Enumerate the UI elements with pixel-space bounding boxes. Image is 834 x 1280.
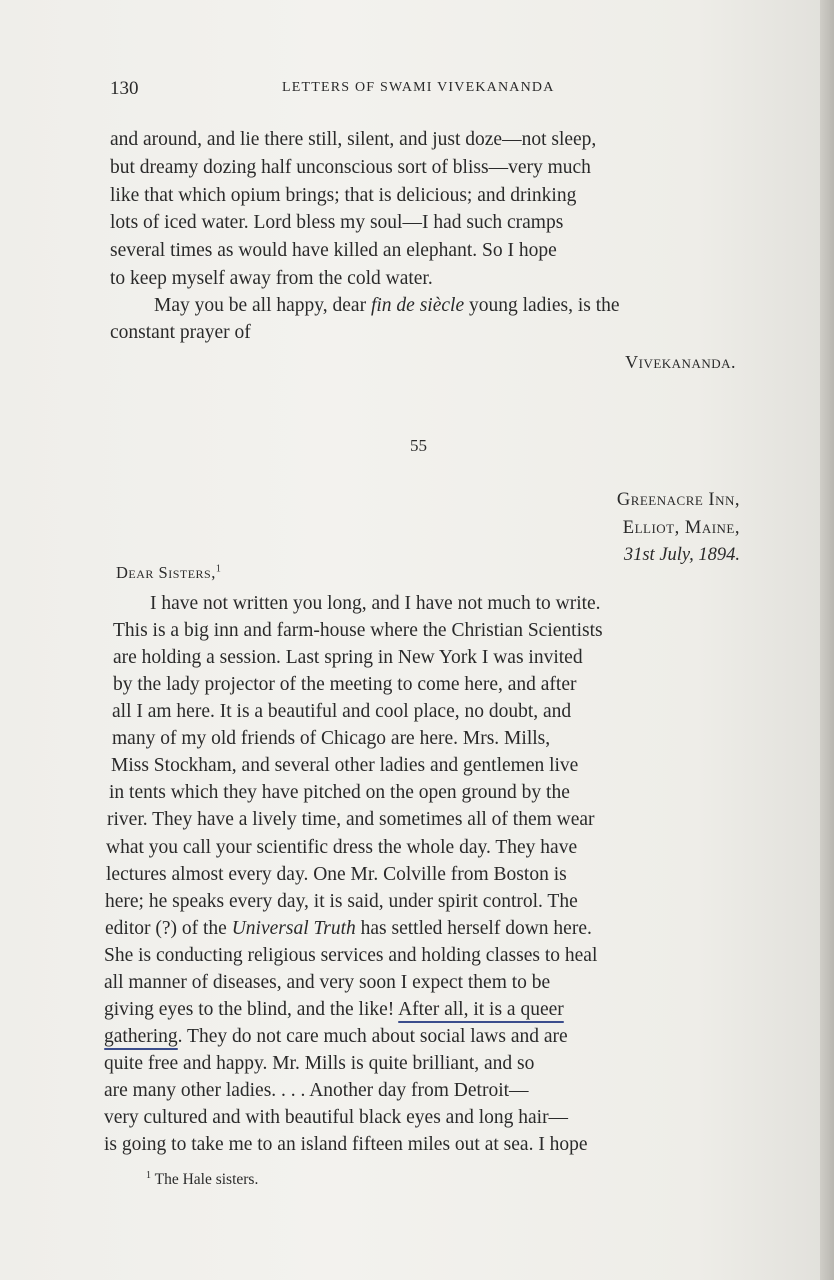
text-line: but dreamy dozing half unconscious sort of bliss—very much <box>110 157 591 178</box>
text-line <box>104 1027 568 1047</box>
text-line: is going to take me to an island fifteen miles out at sea. I hope <box>104 1134 588 1155</box>
footnote-text: The Hale sisters. <box>154 1171 259 1189</box>
text-line: I have not written you long, and I have not much to write. <box>150 593 601 614</box>
text-line: are many other ladies. . . . Another day from Detroit— <box>104 1080 529 1101</box>
underlined-text: gathering <box>104 1026 178 1047</box>
closing-text: May you be all happy, dear <box>154 295 371 316</box>
text-line: are holding a session. Last spring in New York I was invited <box>113 647 583 668</box>
footnote-marker: 1 <box>146 1170 151 1181</box>
text-line <box>105 919 592 939</box>
text-span: has settled herself down here. <box>355 918 592 939</box>
text-line: all I am here. It is a beautiful and cool place, no doubt, and <box>112 701 572 722</box>
text-line: what you call your scientific dress the whole day. They have <box>106 837 578 858</box>
address-line-2: Elliot, Maine, <box>622 518 740 538</box>
page-number: 130 <box>110 78 139 99</box>
text-line: river. They have a lively time, and sometimes all of them wear <box>107 809 595 830</box>
text-span: . They do not care much about social laws and are <box>177 1026 568 1047</box>
running-header: LETTERS OF SWAMI VIVEKANANDA <box>282 80 555 95</box>
salutation-text: Dear Sisters, <box>116 563 216 582</box>
footnote <box>146 1170 258 1189</box>
closing-line <box>154 296 620 316</box>
text-line: by the lady projector of the meeting to come here, and after <box>113 674 577 695</box>
text-span: editor (?) of the <box>105 918 232 939</box>
footnote-ref: 1 <box>215 563 221 575</box>
address-line-1: Greenacre Inn, <box>616 490 740 510</box>
text-line: like that which opium brings; that is delicious; and drinking <box>110 185 577 206</box>
closing-text: young ladies, is the <box>464 295 620 316</box>
underlined-text: After all, it is a queer <box>398 999 564 1020</box>
text-span: giving eyes to the blind, and the like! <box>104 999 399 1020</box>
text-line: to keep myself away from the cold water. <box>110 268 433 289</box>
signature: Vivekananda. <box>625 352 736 372</box>
text-line: lots of iced water. Lord bless my soul—I had such cramps <box>110 212 564 233</box>
text-line: and around, and lie there still, silent, and just doze—not sleep, <box>110 129 597 150</box>
text-line: This is a big inn and farm-house where the Christian Scientists <box>113 620 603 641</box>
text-line: She is conducting religious services and holding classes to heal <box>104 945 598 966</box>
closing-italic: fin de siècle <box>370 295 465 316</box>
text-line: very cultured and with beautiful black eyes and long hair— <box>104 1107 569 1128</box>
text-line: Miss Stockham, and several other ladies and gentlemen live <box>111 755 579 776</box>
publication-title: Universal Truth <box>231 918 356 939</box>
text-line: quite free and happy. Mr. Mills is quite brilliant, and so <box>104 1053 535 1074</box>
salutation <box>116 563 221 583</box>
text-line: several times as would have killed an elephant. So I hope <box>110 240 557 261</box>
text-line: in tents which they have pitched on the open ground by the <box>109 782 570 803</box>
text-line: all manner of diseases, and very soon I expect them to be <box>104 972 551 993</box>
letter-date: 31st July, 1894. <box>623 545 740 565</box>
text-line: here; he speaks every day, it is said, under spirit control. The <box>105 891 578 912</box>
closing-line-2: constant prayer of <box>110 322 251 343</box>
letter-number: 55 <box>410 436 427 455</box>
text-line: many of my old friends of Chicago are here. Mrs. Mills, <box>112 728 551 749</box>
text-line <box>104 1000 564 1020</box>
page-edge <box>820 0 834 1280</box>
text-line: lectures almost every day. One Mr. Colville from Boston is <box>106 864 567 885</box>
